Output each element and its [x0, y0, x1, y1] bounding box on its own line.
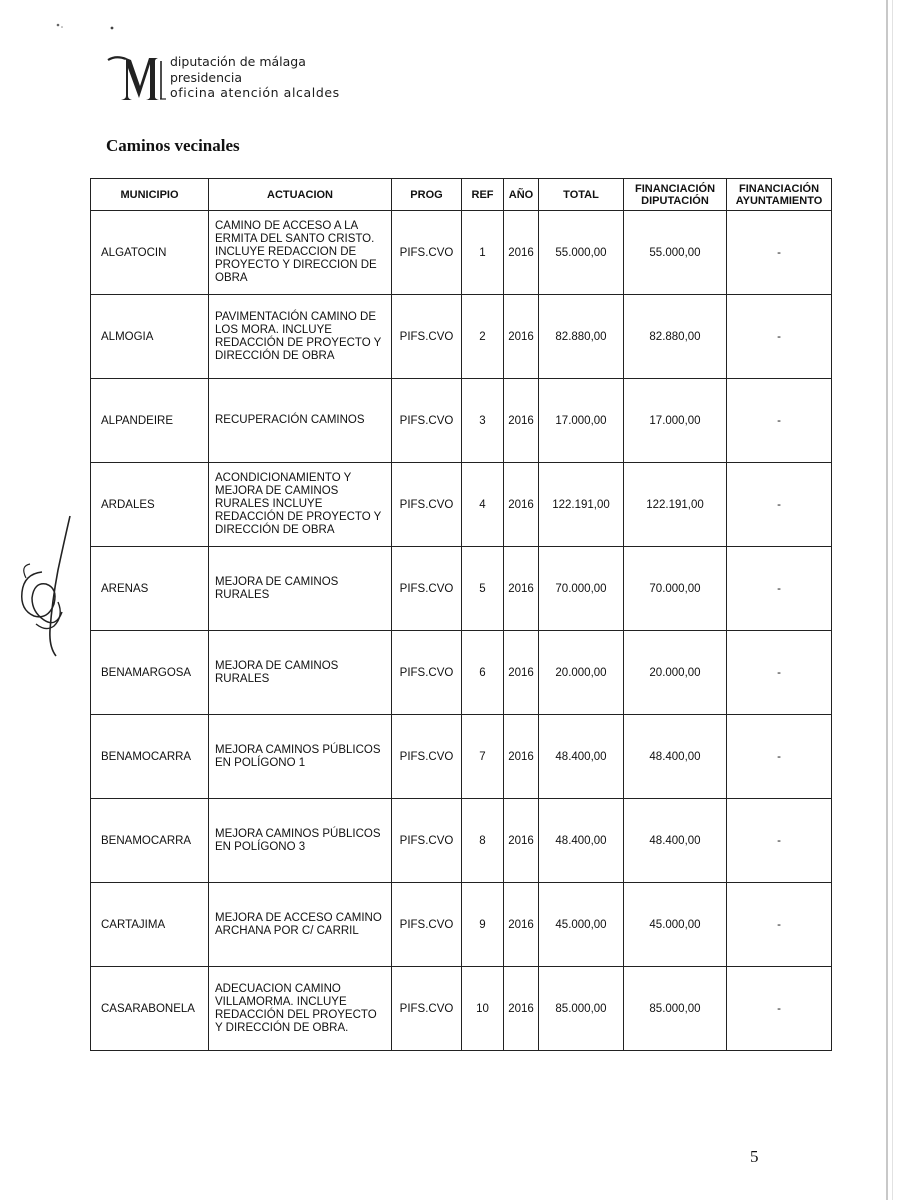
page-edge-line [892, 0, 893, 1200]
fin-diputacion-cell: 70.000,00 [624, 547, 727, 631]
municipio-cell: ARDALES [91, 463, 209, 547]
table-row [91, 379, 832, 463]
fin-ayuntamiento-cell: - [727, 883, 832, 967]
total-cell: 85.000,00 [539, 967, 624, 1051]
fin-diputacion-cell: 45.000,00 [624, 883, 727, 967]
caminos-table [90, 178, 832, 1051]
fin-diputacion-cell: 55.000,00 [624, 211, 727, 295]
table-row [91, 967, 832, 1051]
table-row [91, 463, 832, 547]
fin-ayuntamiento-cell: - [727, 631, 832, 715]
col-header-fin-ayuntamiento: FINANCIACIÓN AYUNTAMIENTO [727, 179, 832, 211]
col-header-municipio: MUNICIPIO [91, 179, 209, 211]
table-row [91, 631, 832, 715]
anio-cell: 2016 [504, 547, 539, 631]
actuacion-cell: CAMINO DE ACCESO A LA ERMITA DEL SANTO CRISTO. INCLUYE REDACCION DE PROYECTO Y DIRECCION DE OBRA [209, 211, 392, 295]
ref-cell: 7 [462, 715, 504, 799]
fin-diputacion-cell: 17.000,00 [624, 379, 727, 463]
logo-line-2: presidencia [170, 69, 243, 85]
anio-cell: 2016 [504, 883, 539, 967]
anio-cell: 2016 [504, 631, 539, 715]
total-cell: 55.000,00 [539, 211, 624, 295]
logo-line-3: oficina atención alcaldes [170, 85, 340, 100]
actuacion-cell: MEJORA DE ACCESO CAMINO ARCHANA POR C/ CARRIL [209, 883, 392, 967]
fin-diputacion-cell: 82.880,00 [624, 295, 727, 379]
anio-cell: 2016 [504, 967, 539, 1051]
municipio-cell: ALPANDEIRE [91, 379, 209, 463]
scan-specks [50, 18, 120, 38]
diputacion-logo [106, 52, 346, 106]
total-cell: 48.400,00 [539, 715, 624, 799]
page-number: 5 [750, 1147, 759, 1166]
page-edge-shadow [886, 0, 888, 1200]
col-header-anio: AÑO [504, 179, 539, 211]
actuacion-cell: ADECUACION CAMINO VILLAMORMA. INCLUYE REDACCIÓN DEL PROYECTO Y DIRECCIÓN DE OBRA. [209, 967, 392, 1051]
fin-diputacion-cell: 48.400,00 [624, 799, 727, 883]
table-row [91, 547, 832, 631]
ref-cell: 4 [462, 463, 504, 547]
handwritten-signature [12, 512, 82, 662]
ref-cell: 1 [462, 211, 504, 295]
fin-ayuntamiento-cell: - [727, 295, 832, 379]
anio-cell: 2016 [504, 295, 539, 379]
municipio-cell: BENAMOCARRA [91, 715, 209, 799]
table-row [91, 295, 832, 379]
fin-diputacion-cell: 48.400,00 [624, 715, 727, 799]
anio-cell: 2016 [504, 715, 539, 799]
total-cell: 17.000,00 [539, 379, 624, 463]
fin-ayuntamiento-cell: - [727, 967, 832, 1051]
total-cell: 48.400,00 [539, 799, 624, 883]
prog-cell: PIFS.CVO [392, 631, 462, 715]
anio-cell: 2016 [504, 211, 539, 295]
anio-cell: 2016 [504, 463, 539, 547]
total-cell: 70.000,00 [539, 547, 624, 631]
total-cell: 45.000,00 [539, 883, 624, 967]
logo-line-1: diputación de málaga [170, 54, 306, 69]
fin-diputacion-cell: 20.000,00 [624, 631, 727, 715]
ref-cell: 6 [462, 631, 504, 715]
prog-cell: PIFS.CVO [392, 295, 462, 379]
section-title: Caminos vecinales [106, 136, 240, 155]
fin-diputacion-cell: 85.000,00 [624, 967, 727, 1051]
col-header-prog: PROG [392, 179, 462, 211]
municipio-cell: BENAMOCARRA [91, 799, 209, 883]
prog-cell: PIFS.CVO [392, 211, 462, 295]
col-header-total: TOTAL [539, 179, 624, 211]
fin-ayuntamiento-cell: - [727, 547, 832, 631]
ref-cell: 10 [462, 967, 504, 1051]
fin-ayuntamiento-cell: - [727, 211, 832, 295]
actuacion-cell: MEJORA DE CAMINOS RURALES [209, 547, 392, 631]
ref-cell: 3 [462, 379, 504, 463]
fin-ayuntamiento-cell: - [727, 715, 832, 799]
table-row [91, 883, 832, 967]
logo-m-icon [106, 52, 166, 106]
prog-cell: PIFS.CVO [392, 547, 462, 631]
total-cell: 20.000,00 [539, 631, 624, 715]
actuacion-cell: RECUPERACIÓN CAMINOS [209, 379, 392, 463]
prog-cell: PIFS.CVO [392, 463, 462, 547]
actuacion-cell: PAVIMENTACIÓN CAMINO DE LOS MORA. INCLUYE REDACCIÓN DE PROYECTO Y DIRECCIÓN DE OBRA [209, 295, 392, 379]
table-row [91, 715, 832, 799]
logo-text [170, 54, 340, 101]
prog-cell: PIFS.CVO [392, 799, 462, 883]
actuacion-cell: MEJORA DE CAMINOS RURALES [209, 631, 392, 715]
actuacion-cell: MEJORA CAMINOS PÚBLICOS EN POLÍGONO 1 [209, 715, 392, 799]
municipio-cell: CASARABONELA [91, 967, 209, 1051]
fin-ayuntamiento-cell: - [727, 463, 832, 547]
prog-cell: PIFS.CVO [392, 967, 462, 1051]
actuacion-cell: MEJORA CAMINOS PÚBLICOS EN POLÍGONO 3 [209, 799, 392, 883]
col-header-fin-diputacion: FINANCIACIÓN DIPUTACIÓN [624, 179, 727, 211]
total-cell: 82.880,00 [539, 295, 624, 379]
total-cell: 122.191,00 [539, 463, 624, 547]
prog-cell: PIFS.CVO [392, 715, 462, 799]
table-row [91, 211, 832, 295]
fin-ayuntamiento-cell: - [727, 379, 832, 463]
municipio-cell: CARTAJIMA [91, 883, 209, 967]
ref-cell: 5 [462, 547, 504, 631]
fin-ayuntamiento-cell: - [727, 799, 832, 883]
municipio-cell: BENAMARGOSA [91, 631, 209, 715]
ref-cell: 9 [462, 883, 504, 967]
ref-cell: 2 [462, 295, 504, 379]
municipio-cell: ALGATOCIN [91, 211, 209, 295]
prog-cell: PIFS.CVO [392, 883, 462, 967]
anio-cell: 2016 [504, 799, 539, 883]
prog-cell: PIFS.CVO [392, 379, 462, 463]
municipio-cell: ALMOGIA [91, 295, 209, 379]
anio-cell: 2016 [504, 379, 539, 463]
municipio-cell: ARENAS [91, 547, 209, 631]
table-header-row [91, 179, 832, 211]
actuacion-cell: ACONDICIONAMIENTO Y MEJORA DE CAMINOS RURALES INCLUYE REDACCIÓN DE PROYECTO Y DIRECCIÓN DE OBRA [209, 463, 392, 547]
table-row [91, 799, 832, 883]
fin-diputacion-cell: 122.191,00 [624, 463, 727, 547]
col-header-actuacion: ACTUACION [209, 179, 392, 211]
col-header-ref: REF [462, 179, 504, 211]
ref-cell: 8 [462, 799, 504, 883]
